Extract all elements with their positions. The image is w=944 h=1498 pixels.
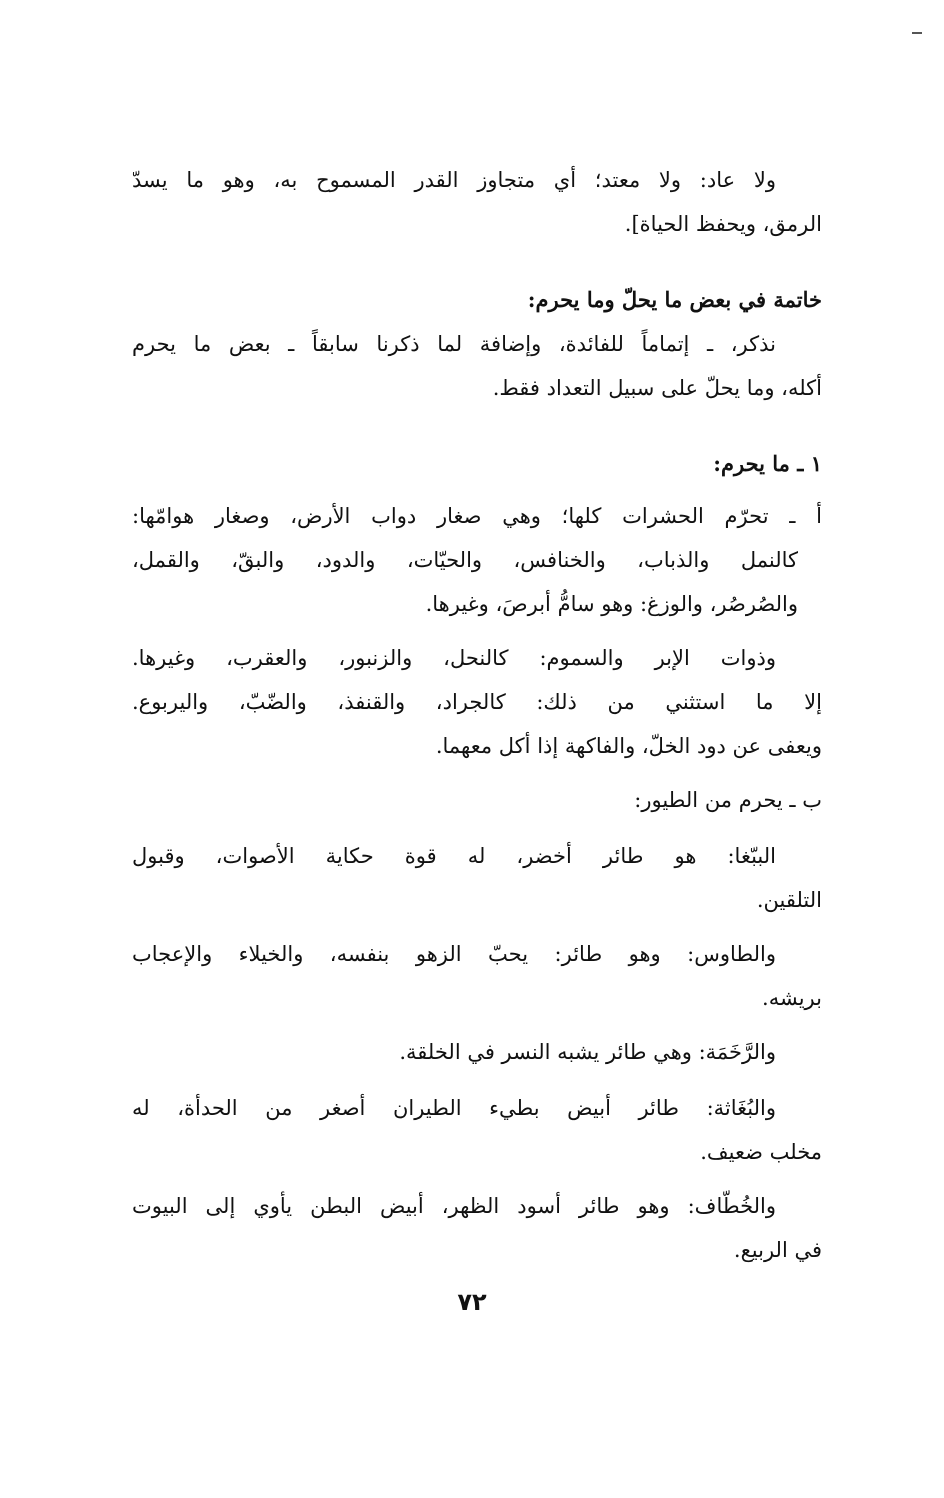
text-line: والبُغَاثة: طائر أبيض بطيء الطيران أصغر من الحدأة، له [132,1096,776,1120]
item-a-insects [132,494,822,626]
bird-entry-bughatha [132,1086,822,1174]
text-line: وذوات الإبر والسموم: كالنحل، والزنبور، والعقرب، وغيرها. [132,646,776,670]
scan-mark [912,32,922,34]
text-line: ولا عاد: ولا معتد؛ أي متجاوز القدر المسموح به، وهو ما يسدّ [132,168,776,192]
item-b-heading [132,778,822,822]
heading-forbidden: ١ ـ ما يحرم: [713,451,822,476]
bird-entry-parrot [132,834,822,922]
paragraph-exception [132,158,822,246]
page-number: ٧٢ [457,1288,487,1316]
bird-entry-vulture [132,1030,822,1074]
bird-entry-swallow [132,1184,822,1272]
subsection-heading [132,442,822,486]
text-line: إلا ما استثني من ذلك: كالجراد، والقنفذ، والضّبّ، واليربوع. [132,690,822,714]
text-line: أكله، وما يحلّ على سبيل التعداد فقط. [492,376,822,400]
text-line: كالنمل والذباب، والخنافس، والحيّات، والدود، والبقّ، والقمل، [132,548,798,572]
text-line: أ ـ تحرّم الحشرات كلها؛ وهي صغار دواب الأرض، وصغار هوامّها: [132,504,822,528]
text-line: التلقين. [756,888,822,912]
section-heading [132,278,822,322]
item-b-label: ب ـ يحرم من الطيور: [634,788,822,812]
heading-conclusion: خاتمة في بعض ما يحلّ وما يحرم: [527,287,822,312]
text-line: ويعفى عن دود الخلّ، والفاكهة إذا أكل معهما. [435,734,822,758]
paragraph-intro [132,322,822,410]
text-line: والرَّخَمَة: وهي طائر يشبه النسر في الخلقة. [399,1040,776,1064]
text-line: والطاوس: وهو طائر: يحبّ الزهو بنفسه، والخيلاء والإعجاب [132,942,776,966]
text-line: مخلب ضعيف. [700,1140,822,1164]
bird-entry-peacock [132,932,822,1020]
text-line: الرمق، ويحفظ الحياة]. [624,212,822,236]
text-line: في الربيع. [733,1238,822,1262]
text-line: والصُرصُر، والوزغ: وهو سامُّ أبرصَ، وغيرها. [425,592,798,616]
paragraph-stingers [132,636,822,768]
text-line: والخُطّاف: وهو طائر أسود الظهر، أبيض البطن يأوي إلى البيوت [132,1194,776,1218]
text-line: بريشه. [762,986,822,1010]
text-line: نذكر، ـ إتماماً للفائدة، وإضافة لما ذكرنا سابقاً ـ بعض ما يحرم [132,332,776,356]
text-line: الببّغا: هو طائر أخضر، له قوة حكاية الأصوات، وقبول [132,844,776,868]
